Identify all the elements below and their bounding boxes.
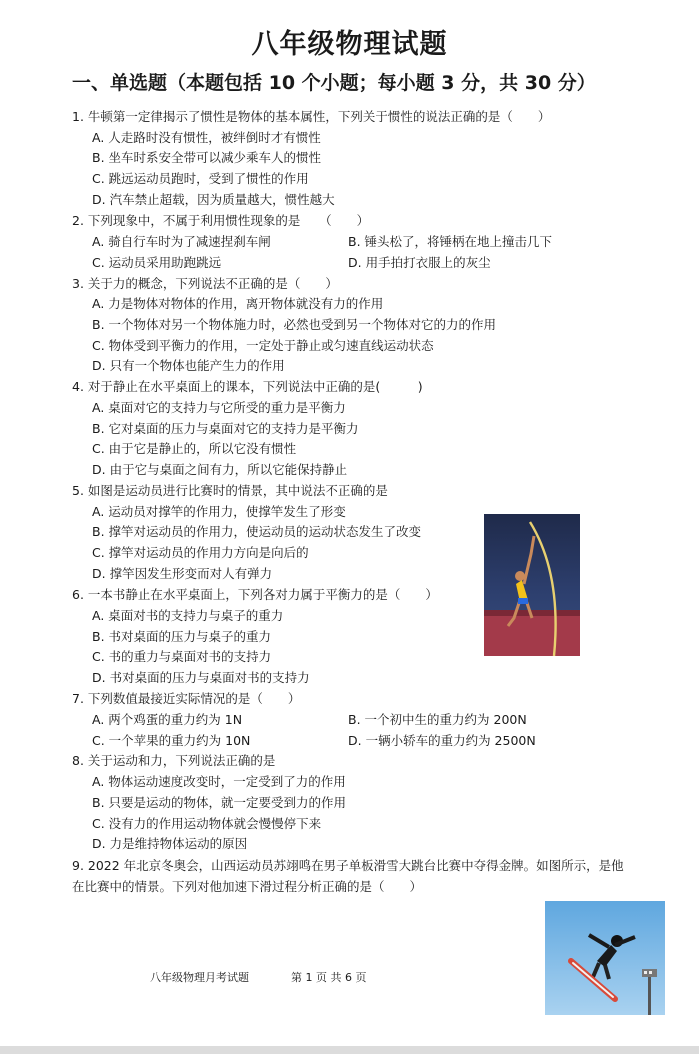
question-6-stem: 6. 一本书静止在水平桌面上，下列各对力属于平衡力的是（ ） xyxy=(72,587,438,602)
question-2-option-c: C. 运动员采用助跑跳远 xyxy=(92,255,222,270)
question-8-stem: 8. 关于运动和力，下列说法正确的是 xyxy=(72,753,276,768)
question-7-option-d: D. 一辆小轿车的重力约为 2500N xyxy=(348,733,536,748)
question-7-option-c: C. 一个苹果的重力约为 10N xyxy=(92,733,251,748)
question-7-stem: 7. 下列数值最接近实际情况的是（ ） xyxy=(72,691,301,706)
question-4-option-b: B. 它对桌面的压力与桌面对它的支持力是平衡力 xyxy=(92,421,359,436)
question-5-option-a: A. 运动员对撑竿的作用力，使撑竿发生了形变 xyxy=(92,504,346,519)
question-8-option-a: A. 物体运动速度改变时，一定受到了力的作用 xyxy=(92,774,346,789)
question-6-option-b: B. 书对桌面的压力与桌子的重力 xyxy=(92,629,272,644)
question-8-option-c: C. 没有力的作用运动物体就会慢慢停下来 xyxy=(92,816,322,831)
question-2-option-b: B. 锤头松了，将锤柄在地上撞击几下 xyxy=(348,234,553,249)
question-1-option-c: C. 跳远运动员跑时，受到了惯性的作用 xyxy=(92,171,309,186)
question-7-option-a: A. 两个鸡蛋的重力约为 1N xyxy=(92,712,243,727)
question-3-option-b: B. 一个物体对另一个物体施力时，必然也受到另一个物体对它的力的作用 xyxy=(92,317,497,332)
question-5-option-c: C. 撑竿对运动员的作用力方向是向后的 xyxy=(92,545,309,560)
question-2-option-d: D. 用手拍打衣服上的灰尘 xyxy=(348,255,491,270)
question-6-option-d: D. 书对桌面的压力与桌面对书的支持力 xyxy=(92,670,310,685)
question-3-option-c: C. 物体受到平衡力的作用，一定处于静止或匀速直线运动状态 xyxy=(92,338,434,353)
exam-title: 八年级物理试题 xyxy=(251,29,448,60)
question-5-option-b: B. 撑竿对运动员的作用力，使运动员的运动状态发生了改变 xyxy=(92,524,422,539)
question-5-option-d: D. 撑竿因发生形变而对人有弹力 xyxy=(92,566,273,581)
question-4-option-d: D. 由于它与桌面之间有力，所以它能保持静止 xyxy=(92,462,348,477)
pole-vault-image xyxy=(484,514,580,656)
section-heading: 一、单选题（本题包括 10 个小题；每小题 3 分，共 30 分） xyxy=(72,72,596,94)
question-6-option-a: A. 桌面对书的支持力与桌子的重力 xyxy=(92,608,284,623)
question-7-option-b: B. 一个初中生的重力约为 200N xyxy=(348,712,527,727)
question-1-option-a: A. 人走路时没有惯性，被绊倒时才有惯性 xyxy=(92,130,321,145)
question-3-option-a: A. 力是物体对物体的作用，离开物体就没有力的作用 xyxy=(92,296,384,311)
question-2-option-a: A. 骑自行车时为了减速捏刹车闸 xyxy=(92,234,271,249)
question-1-option-b: B. 坐车时系安全带可以减少乘车人的惯性 xyxy=(92,150,322,165)
question-6-option-c: C. 书的重力与桌面对书的支持力 xyxy=(92,649,272,664)
question-1-stem: 1. 牛顿第一定律揭示了惯性是物体的基本属性，下列关于惯性的说法正确的是（ ） xyxy=(72,109,551,124)
question-8-option-d: D. 力是维持物体运动的原因 xyxy=(92,836,248,851)
question-4-option-c: C. 由于它是静止的，所以它没有惯性 xyxy=(92,441,297,456)
question-5-stem: 5. 如图是运动员进行比赛时的情景，其中说法不正确的是 xyxy=(72,483,388,498)
snowboard-image xyxy=(545,901,665,1015)
question-4-stem: 4. 对于静止在水平桌面上的课本，下列说法中正确的是( ) xyxy=(72,379,423,394)
page-footer xyxy=(150,969,366,985)
question-8-option-b: B. 只要是运动的物体，就一定要受到力的作用 xyxy=(92,795,347,810)
question-1-option-d: D. 汽车禁止超载，因为质量越大，惯性越大 xyxy=(92,192,335,207)
footer-exam-name: 八年级物理月考试题 xyxy=(150,971,249,984)
question-3-stem: 3. 关于力的概念，下列说法不正确的是（ ） xyxy=(72,276,338,291)
footer-page-number: 第 1 页 共 6 页 xyxy=(291,971,367,984)
question-2-stem: 2. 下列现象中，不属于利用惯性现象的是 （ ） xyxy=(72,213,370,228)
question-9-stem: 9. 2022 年北京冬奥会，山西运动员苏翊鸣在男子单板滑雪大跳台比赛中夺得金牌。如图所示，是他在比赛中的情景。下列对他加速下滑过程分析正确的是（ ） xyxy=(72,858,624,894)
question-4-option-a: A. 桌面对它的支持力与它所受的重力是平衡力 xyxy=(92,400,346,415)
question-3-option-d: D. 只有一个物体也能产生力的作用 xyxy=(92,358,285,373)
bottom-scroll-edge xyxy=(0,1046,699,1054)
